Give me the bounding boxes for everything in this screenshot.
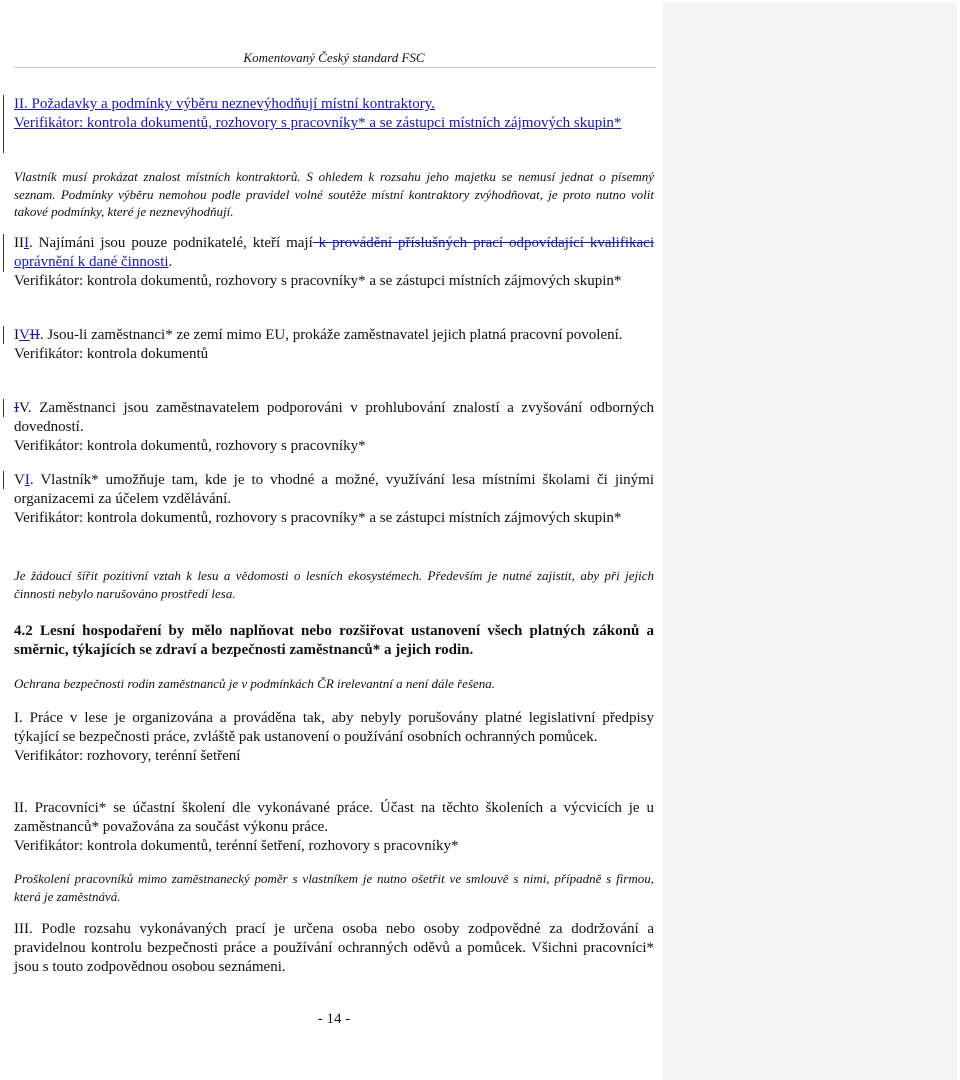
inserted-text: I: [24, 472, 30, 488]
change-bar: [3, 399, 4, 417]
change-bar: [3, 471, 4, 489]
deleted-text: k provádění příslušných prací odpovídající kvalifikaci: [312, 235, 655, 251]
page-number: - 14 -: [317, 1011, 351, 1027]
text: Verifikátor: kontrola dokumentů, rozhovory s pracovníky* a se zástupci místních zájmových skupin*: [14, 510, 622, 526]
paragraph: [14, 920, 654, 977]
paragraph: [14, 870, 654, 905]
text: Verifikátor: kontrola dokumentů: [14, 346, 209, 362]
inserted-text: I: [24, 235, 29, 251]
text: Ochrana bezpečnosti rodin zaměstnanců je v podmínkách ČR irelevantní a není dále řešena.: [14, 676, 496, 691]
comment-pane: [663, 2, 957, 1080]
text: Proškolení pracovníků mimo zaměstnanecký poměr s vlastníkem je nutno ošetřit ve smlouvě s nimi, případně s firmou, která je zaměstnává.: [14, 871, 654, 904]
paragraph: [14, 709, 654, 766]
text: .: [168, 254, 173, 270]
text: Vlastník musí prokázat znalost místních kontraktorů. S ohledem k rozsahu jeho majetku se nemusí jednat o písemný seznam. Podmínky výběru nemohou podle pravidel volné soutěže místní kontraktory zvýhodňovat, je proto nutno volit takové podmínky, které je neznevýhodňují.: [14, 169, 654, 219]
paragraph: [14, 622, 654, 660]
text: . Vlastník* umožňuje tam, kde je to vhodné a možné, využívání lesa místními školami či jinými organizacemi za účelem vzdělávání.: [14, 472, 654, 507]
paragraph: [14, 399, 654, 456]
paragraph: [14, 675, 654, 693]
deleted-text: II: [29, 327, 40, 343]
paragraph: [14, 168, 654, 221]
inserted-text: oprávnění k dané činnosti: [14, 254, 169, 270]
paragraph: [14, 799, 654, 856]
inserted-text: V: [19, 327, 30, 343]
change-bar: [3, 326, 4, 344]
text: Verifikátor: kontrola dokumentů, terénní šetření, rozhovory s pracovníky*: [14, 838, 459, 854]
change-bar: [3, 95, 4, 153]
text: I: [14, 327, 19, 343]
text: II. Pracovníci* se účastní školení dle vykonávané práce. Účast na těchto školeních a výcvicích je u zaměstnanců* považována za součást výkonu práce.: [14, 800, 654, 835]
text: . Najímáni jsou pouze podnikatelé, kteří mají: [29, 235, 313, 251]
paragraph: [14, 234, 654, 291]
paragraph: [14, 326, 654, 364]
text: V. Zaměstnanci jsou zaměstnavatelem podporováni v prohlubování znalostí a zvyšování odborných dovedností.: [14, 400, 654, 435]
inserted-text: II. Požadavky a podmínky výběru neznevýhodňují místní kontraktory.: [14, 96, 436, 112]
text: V: [14, 472, 25, 488]
text: Je žádoucí šířit pozitivní vztah k lesu a vědomosti o lesních ekosystémech. Především je nutné zajistit, aby při jejich činnosti nebylo narušováno prostředí lesa.: [14, 568, 654, 601]
text: Verifikátor: rozhovory, terénní šetření: [14, 748, 241, 764]
text: Verifikátor: kontrola dokumentů, rozhovory s pracovníky*: [14, 438, 366, 454]
text: Verifikátor: kontrola dokumentů, rozhovory s pracovníky* a se zástupci místních zájmových skupin*: [14, 273, 622, 289]
text: III. Podle rozsahu vykonávaných prací je určena osoba nebo osoby zodpovědné za dodržování a pravidelnou kontrolu bezpečnosti práce a používání ochranných oděvů a pomůcek. Všichni pracovníci* jsou s touto zodpovědnou osobou seznámeni.: [14, 921, 654, 975]
deleted-text: I: [14, 400, 19, 416]
text: II: [14, 235, 24, 251]
paragraph: [14, 471, 654, 528]
paragraph: [14, 95, 654, 133]
text: I. Práce v lese je organizována a prováděna tak, aby nebyly porušovány platné legislativní předpisy týkající se bezpečnosti práce, zvláště pak ustanovení o používání osobních ochranných pomůcek.: [14, 710, 654, 745]
text: . Jsou-li zaměstnanci* ze zemí mimo EU, prokáže zaměstnavatel jejich platná pracovní povolení.: [39, 327, 623, 343]
text: 4.2 Lesní hospodaření by mělo naplňovat nebo rozšiřovat ustanovení všech platných zákonů a směrnic, týkajících se zdraví a bezpečnosti zaměstnanců* a jejich rodin.: [14, 623, 654, 658]
change-bar: [3, 234, 4, 272]
inserted-text: Verifikátor: kontrola dokumentů, rozhovory s pracovníky* a se zástupci místních zájmových skupin*: [14, 115, 622, 131]
paragraph: [14, 567, 654, 602]
header-rule: [14, 67, 656, 68]
running-header: Komentovaný Český standard FSC: [243, 50, 425, 65]
